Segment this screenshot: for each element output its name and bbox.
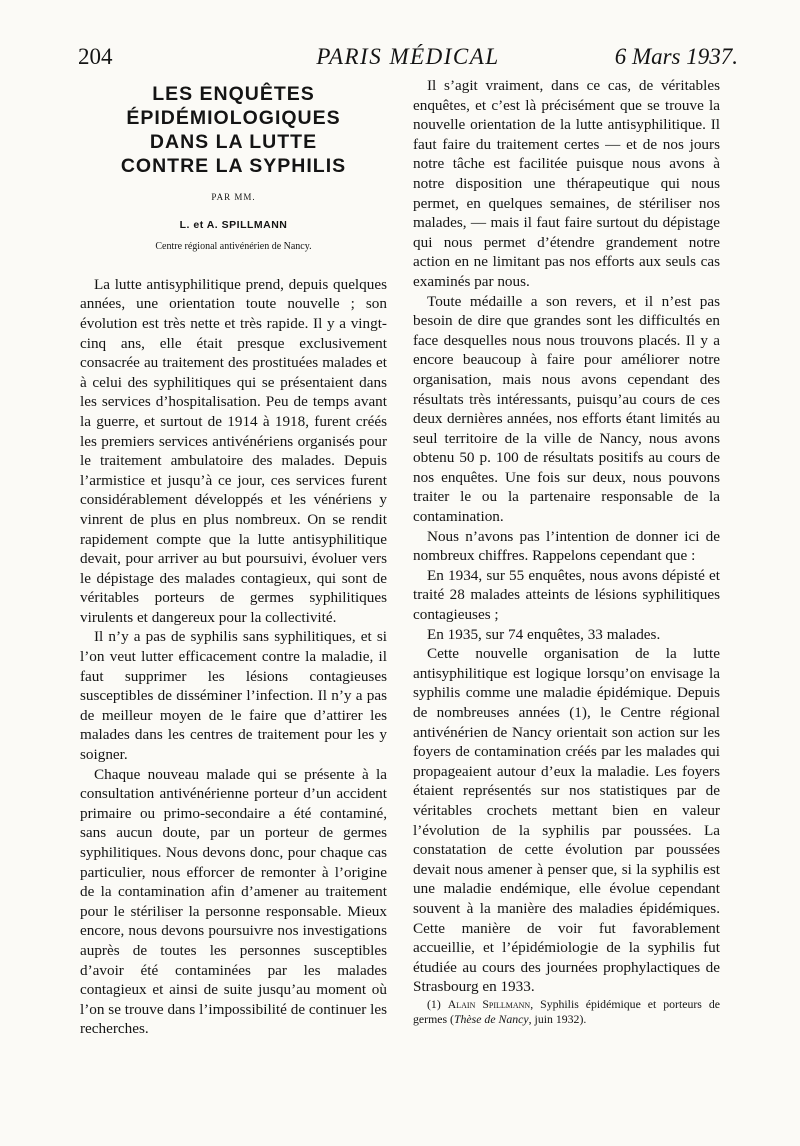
paragraph: En 1935, sur 74 enquêtes, 33 malades. [427,625,661,643]
paragraph: Chaque nouveau malade qui se présente à la consultation antivénérienne porteur d’un accident primaire ou primo-secondaire a été contaminé, sans aucun doute, par un porteur de germes syphilitiques. Nous devons donc, pour chaque cas particulier, nous efforcer de remonter à l’origine de la contamination afin d’amener au traitement pour le stériliser la personne responsable. Mieux encore, nous devons poursuivre nos investigations auprès de toutes les personnes susceptibles d’avoir été contaminées par les malades contagieux et ainsi de suite jusqu’au moment où l’on se trouve dans l’impossibilité de continuer les recherches. [80,765,387,1038]
paragraph: Il n’y a pas de syphilis sans syphilitiques, et si l’on veut lutter efficacement contre la maladie, il faut supprimer les lésions contagieuses susceptibles de disséminer l’infection. Il n’y a pas de meilleur moyen de le faire que d’attirer les malades dans les centres de traitement pour les y soigner. [80,628,387,764]
page-number: 204 [78,44,113,69]
issue-date: 6 Mars 1937. [614,44,738,69]
right-column [413,76,720,1027]
paragraph: Toute médaille a son revers, et il n’est pas besoin de dire que grandes sont les difficultés en face desquelles nous nous trouvons placés. Il y a encore beaucoup à faire pour améliorer notre organisation, mais nous avons cependant des résultats très intéressants, puisqu’au cours de ces deux dernières années, nos efforts étant limités au seul territoire de la ville de Nancy, nous avons obtenu 50 p. 100 de résultats positifs au cours de nos enquêtes. Une fois sur deux, nous pouvons traiter le ou la partenaire responsable de la contamination. [413,292,720,526]
paragraph: Il s’agit vraiment, dans ce cas, de véritables enquêtes, et c’est là précisément que se trouve la nouvelle orientation de la lutte antisyphilitique. Il faut faire du traitement certes — et de nos jours notre tâche est facilitée puisque nous avons à notre disposition une thérapeutique qui nous permet, en quelques semaines, de stériliser nos malades, — mais il faut faire surtout du dépistage qui nous permet d’étendre grandement notre action en ne limitant pas nos efforts aux seuls cas examinés par nous. [413,77,720,290]
footnote-marker: (1) [427,996,441,1011]
running-header [78,44,738,74]
footnote-end: , juin 1932). [528,1011,587,1026]
title-line: CONTRE LA SYPHILIS [120,155,347,177]
paragraph: Nous n’avons pas l’intention de donner ici de nombreux chiffres. Rappelons cependant que : [413,527,720,565]
affiliation: Centre régional antivénérien de Nancy. [155,241,312,253]
paragraph: Cette nouvelle organisation de la lutte antisyphilitique est logique lorsqu’on envisage la syphilis comme une maladie épidémique. Depuis de nombreuses années (1), le Centre régional antivénérien de Nancy orientait son action sur les foyers de contamination créés par les malades qui propageaient autour d’eux la maladie. Les foyers étaient représentés sur nos statistiques par de véritables crochets mettant bien en valeur l’évolution de la syphilis par poussées. La constatation de cette évolution par poussées devait nous amener à penser que, si la syphilis est une maladie endémique, elle évolue cependant souvent à la manière des maladies épidémiques. Cette manière de voir fut favorablement accueillie, et l’épidémiologie de la syphilis fut étudiée au cours des journées prophylactiques de Strasbourg en 1933. [413,645,720,996]
footnote-thesis: Thèse de Nancy [453,1011,529,1026]
title-line: DANS LA LUTTE [149,131,318,153]
title-line: ÉPIDÉMIOLOGIQUES [126,107,341,129]
footnote-author: Alain Spillmann [447,996,531,1011]
paragraph: La lutte antisyphilitique prend, depuis quelques années, une orientation toute nouvelle ; son évolution est très nette et très rapide. Il y a vingt-cinq ans, elle était presque exclusivement consacrée au traitement des prostituées malades et à celui des syphilitiques qui se présentaient dans les services d’hospitalisation. Peu de temps avant la guerre, et surtout de 1914 à 1918, furent créés les premiers services antivénériens organisés pour le traitement ambulatoire des malades. Depuis l’armistice et jusqu’à ce jour, ces services furent considérablement développés et les vénériens y vinrent de plus en plus nombreux. On se rendit rapidement compte que la lutte antisyphilitique devait, pour arriver au but poursuivi, évoluer vers le dépistage des malades contagieux, qui sont de véritables porteurs de germes syphilitiques virulents et dangereux pour la collectivité. [80,275,387,626]
article-title [80,82,387,178]
footnote-title: , Syphilis épidémique et porteurs de germes ( [413,996,720,1026]
footnote [413,997,720,1027]
byline: PAR MM. [211,192,256,202]
left-column [80,76,387,1039]
authors: L. et A. SPILLMANN [179,218,288,231]
paragraph: En 1934, sur 55 enquêtes, nous avons dépisté et traité 28 malades atteints de lésions syphilitiques contagieuses ; [413,566,720,624]
title-line: LES ENQUÊTES [152,83,315,105]
journal-title: PARIS MÉDICAL [316,44,500,69]
